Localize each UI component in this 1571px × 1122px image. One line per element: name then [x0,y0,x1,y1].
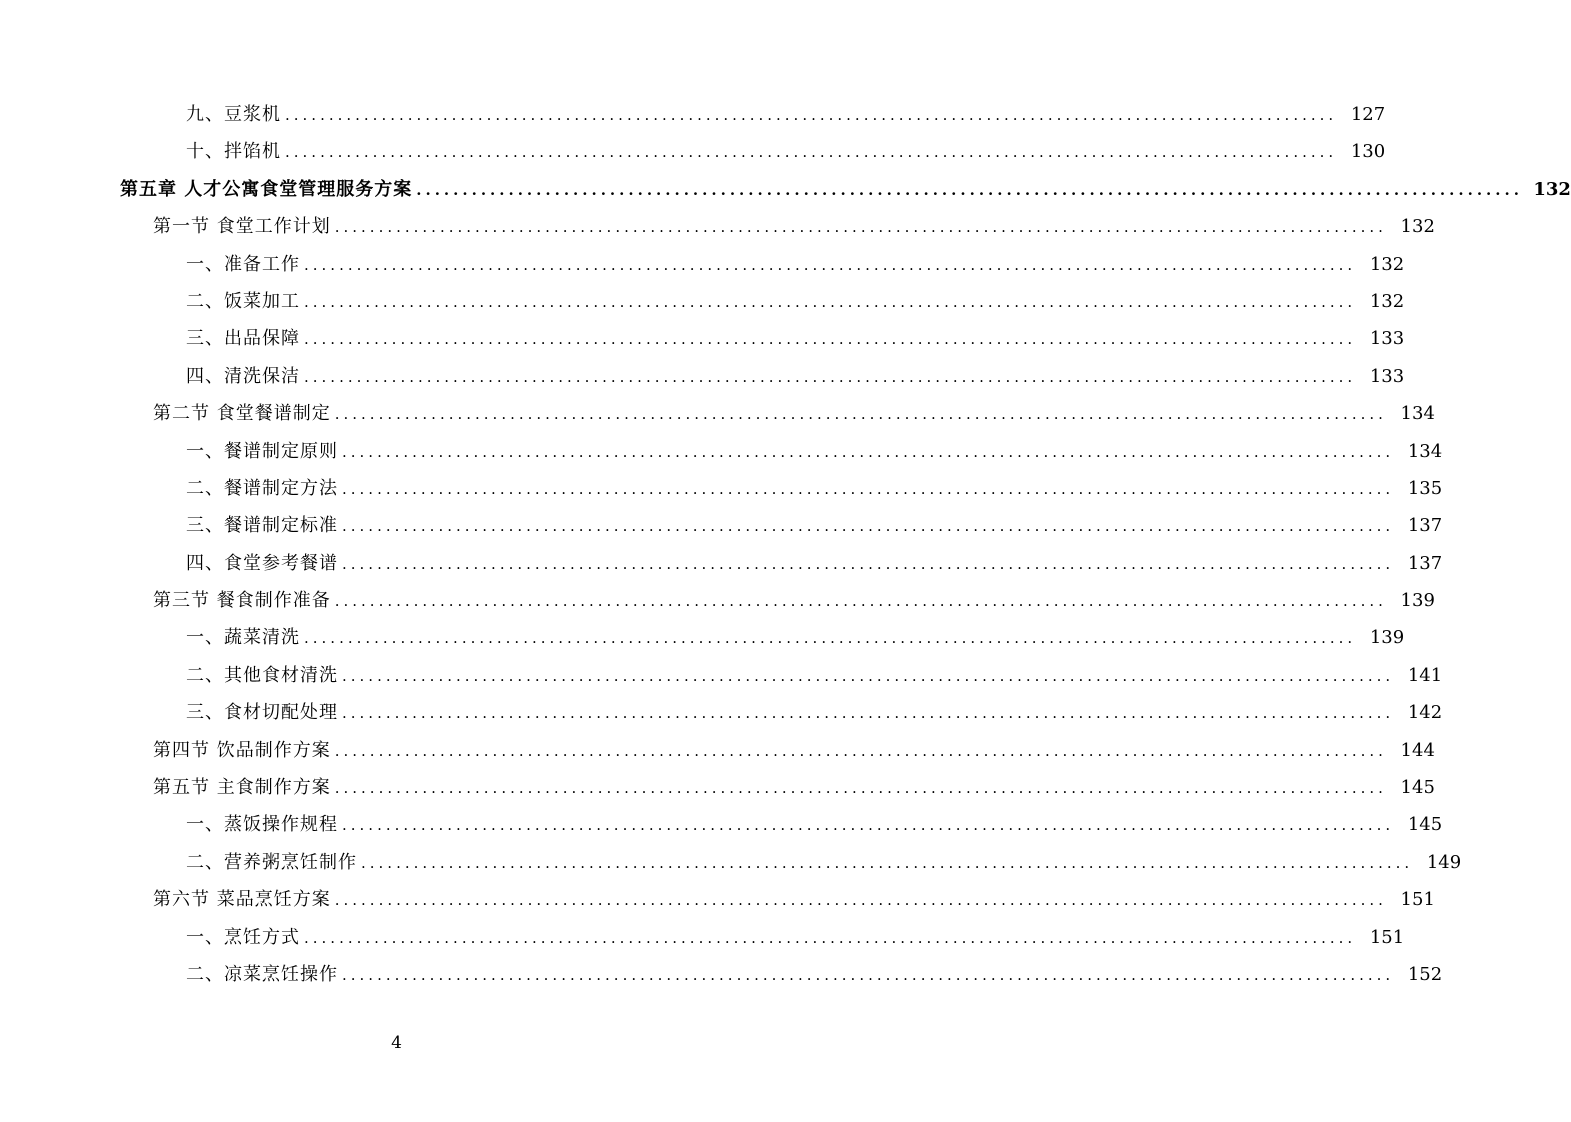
toc-dot-leader: ........................................................................................................................ [304,292,1357,311]
toc-entry[interactable] [0,175,1571,212]
toc-dot-leader: ........................................................................................................................ [334,891,1387,910]
toc-dot-leader: ........................................................................................................................ [342,704,1395,723]
toc-entry-page: 149 [1426,851,1462,873]
toc-entry[interactable] [0,661,1443,698]
toc-entry-title: 二、饭菜加工 [186,290,300,312]
toc-dot-leader: ........................................................................................................................ [304,629,1357,648]
toc-dot-leader: ........................................................................................................................ [285,106,1338,124]
toc-entry-page: 133 [1369,365,1405,387]
toc-entry-title: 二、营养粥烹饪制作 [186,851,357,873]
toc-entry[interactable] [0,437,1443,474]
table-of-contents [0,100,1571,997]
toc-entry-page: 137 [1407,515,1443,537]
toc-entry[interactable] [0,362,1405,399]
toc-entry[interactable] [0,848,1462,885]
toc-entry-page: 152 [1407,963,1443,985]
toc-entry-page: 132 [1369,290,1405,312]
toc-entry[interactable] [0,923,1405,960]
toc-entry-title: 第二节 食堂餐谱制定 [153,403,331,425]
toc-entry-page: 127 [1350,104,1386,125]
toc-entry[interactable] [0,324,1405,361]
toc-entry[interactable] [0,698,1443,735]
toc-entry-page: 134 [1400,403,1435,425]
toc-dot-leader: ........................................................................................................................ [361,853,1414,872]
toc-entry-title: 三、餐谱制定标准 [186,515,338,537]
toc-entry-title: 二、凉菜烹饪操作 [186,963,338,985]
toc-entry-title: 一、蔬菜清洗 [186,627,300,649]
toc-entry[interactable] [0,736,1435,773]
toc-dot-leader: ........................................................................................................................ [334,779,1387,798]
toc-dot-leader: ........................................................................................................................ [334,405,1387,424]
toc-entry[interactable] [0,100,1386,137]
toc-dot-leader: ........................................................................................................................ [342,666,1395,685]
toc-dot-leader: ........................................................................................................................ [285,143,1338,162]
toc-entry-title: 三、出品保障 [186,328,300,350]
toc-entry-page: 139 [1400,590,1435,612]
toc-entry[interactable] [0,399,1435,436]
toc-entry-title: 三、食材切配处理 [186,702,338,724]
toc-entry-title: 二、餐谱制定方法 [186,477,338,499]
toc-entry-title: 四、清洗保洁 [186,365,300,387]
toc-dot-leader: ........................................................................................................................ [304,928,1357,947]
toc-entry-page: 145 [1400,777,1435,799]
toc-entry[interactable] [0,960,1443,997]
toc-entry[interactable] [0,137,1386,174]
toc-entry[interactable] [0,623,1405,660]
toc-entry-page: 134 [1407,440,1443,462]
toc-entry-title: 一、准备工作 [186,253,300,275]
toc-entry-page: 137 [1407,552,1443,574]
toc-dot-leader: ........................................................................................................................ [342,554,1395,573]
toc-entry-title: 一、蒸饭操作规程 [186,814,338,836]
toc-entry-page: 130 [1350,141,1386,163]
toc-entry-page: 151 [1369,926,1405,948]
toc-entry-page: 145 [1407,814,1443,836]
toc-dot-leader: ........................................................................................................................ [342,965,1395,984]
toc-entry-page: 142 [1407,702,1443,724]
page-number: 4 [391,1033,402,1053]
toc-dot-leader: ........................................................................................................................ [342,517,1395,536]
toc-entry-page: 133 [1369,328,1405,350]
toc-entry-page: 151 [1400,889,1435,911]
toc-entry-title: 第四节 饮品制作方案 [153,739,331,761]
toc-entry[interactable] [0,810,1443,847]
toc-entry[interactable] [0,250,1405,287]
toc-entry-title: 第五节 主食制作方案 [153,777,331,799]
toc-dot-leader: ........................................................................................................................ [334,592,1387,611]
toc-entry-title: 第五章 人才公寓食堂管理服务方案 [120,178,413,200]
toc-entry-page: 141 [1407,664,1443,686]
toc-dot-leader: ........................................................................................................................ [342,442,1395,461]
toc-dot-leader: ........................................................................................................................ [304,255,1357,274]
toc-entry-title: 第三节 餐食制作准备 [153,590,331,612]
toc-dot-leader: ........................................................................................................................ [342,816,1395,835]
toc-entry-title: 一、烹饪方式 [186,926,300,948]
toc-dot-leader: ........................................................................................................................ [334,218,1387,237]
toc-entry-title: 第一节 食堂工作计划 [153,216,331,238]
toc-entry-title: 九、豆浆机 [186,104,281,125]
toc-dot-leader: ........................................................................................................................ [416,180,1523,199]
toc-entry-page: 144 [1400,739,1435,761]
toc-entry[interactable] [0,586,1435,623]
toc-entry-title: 二、其他食材清洗 [186,664,338,686]
toc-entry-page: 132 [1533,178,1571,200]
toc-entry-title: 十、拌馅机 [186,141,281,163]
toc-entry[interactable] [0,773,1435,810]
toc-entry[interactable] [0,885,1435,922]
toc-entry[interactable] [0,474,1443,511]
toc-entry[interactable] [0,212,1435,249]
toc-entry-page: 135 [1407,477,1443,499]
toc-dot-leader: ........................................................................................................................ [342,479,1395,498]
toc-entry[interactable] [0,511,1443,548]
toc-entry-title: 四、食堂参考餐谱 [186,552,338,574]
toc-entry-title: 一、餐谱制定原则 [186,440,338,462]
toc-entry-page: 132 [1400,216,1435,238]
toc-entry-title: 第六节 菜品烹饪方案 [153,889,331,911]
toc-entry-page: 132 [1369,253,1405,275]
toc-dot-leader: ........................................................................................................................ [334,741,1387,760]
toc-entry-page: 139 [1369,627,1405,649]
toc-dot-leader: ........................................................................................................................ [304,330,1357,349]
toc-dot-leader: ........................................................................................................................ [304,367,1357,386]
toc-entry[interactable] [0,549,1443,586]
toc-entry[interactable] [0,287,1405,324]
